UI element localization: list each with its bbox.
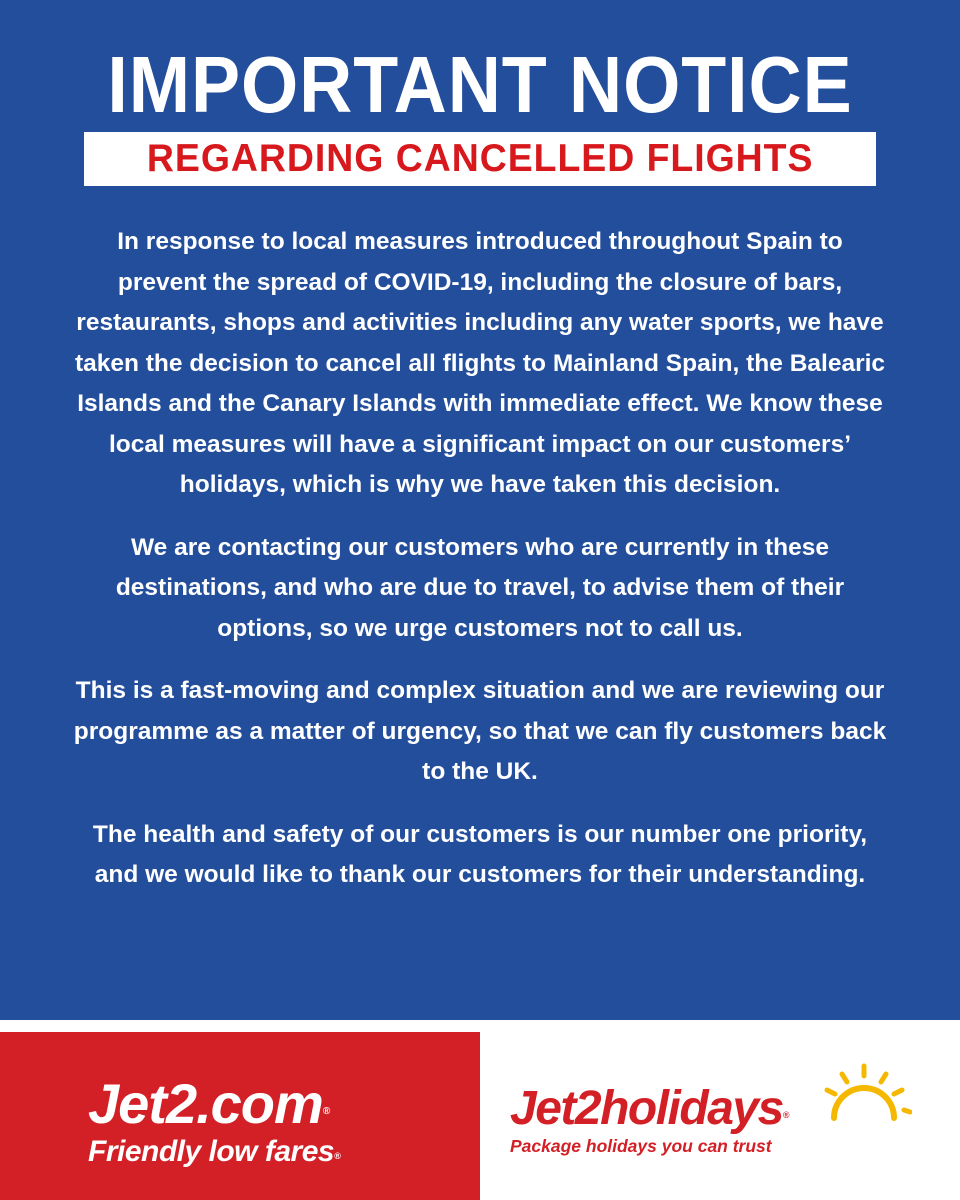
destination-canary-islands: Canary Islands	[262, 390, 437, 417]
paragraph-measures-lead: In response to local measures introduced throughout Spain to prevent the spread of COVID-19, including the closure of bars, restaurants, shops and activities including any water sports, we have taken the decision to cancel all flights to	[74, 228, 884, 377]
jet2-logo-text: Jet2.com	[88, 1072, 323, 1135]
jet2-logo-panel	[0, 1032, 480, 1200]
destination-mainland-spain: Mainland Spain	[552, 349, 733, 377]
paragraph-measures-join2: and the	[168, 390, 256, 417]
jet2holidays-logo-panel	[480, 1032, 960, 1200]
paragraph-safety: The health and safety of our customers is our number one priority, and we would like to thank our customers for their understanding.	[92, 820, 868, 888]
paragraph-measures-tail: with immediate effect. We know these local measures will have a significant impact on our customers’ holidays, which is why we have taken this decision.	[108, 390, 883, 498]
notice-subtitle: REGARDING CANCELLED FLIGHTS	[146, 137, 814, 180]
jet2holidays-logo-trademark: ®	[782, 1110, 788, 1120]
jet2-tagline	[88, 1136, 340, 1168]
jet2-logo	[88, 1072, 330, 1135]
notice-title: IMPORTANT NOTICE	[107, 40, 853, 129]
jet2holidays-tagline: Package holidays you can trust	[510, 1136, 772, 1156]
paragraph-situation: This is a fast-moving and complex situation and we are reviewing our programme as a matter of urgency, so that we can fly customers back to the UK.	[73, 677, 887, 785]
jet2holidays-logo-text: Jet2holidays	[510, 1082, 783, 1135]
destination-balearic-islands: Balearic Islands	[77, 349, 886, 417]
paragraph-measures-join1: , the	[732, 349, 783, 377]
sun-icon	[822, 1060, 912, 1132]
footer-logos	[0, 1020, 960, 1200]
paragraph-contacting: We are contacting our customers who are currently in these destinations, and who are due to travel, to advise them of their options, so we urge customers not to call us.	[115, 533, 845, 642]
jet2-tagline-trademark: ®	[334, 1151, 341, 1161]
subtitle-banner	[84, 132, 876, 186]
jet2-tagline-text: Friendly low fares	[88, 1135, 335, 1168]
paragraph-measures	[70, 222, 890, 506]
jet2-logo-trademark: ®	[322, 1106, 330, 1117]
notice-body	[70, 222, 890, 918]
jet2holidays-logo	[510, 1084, 788, 1134]
